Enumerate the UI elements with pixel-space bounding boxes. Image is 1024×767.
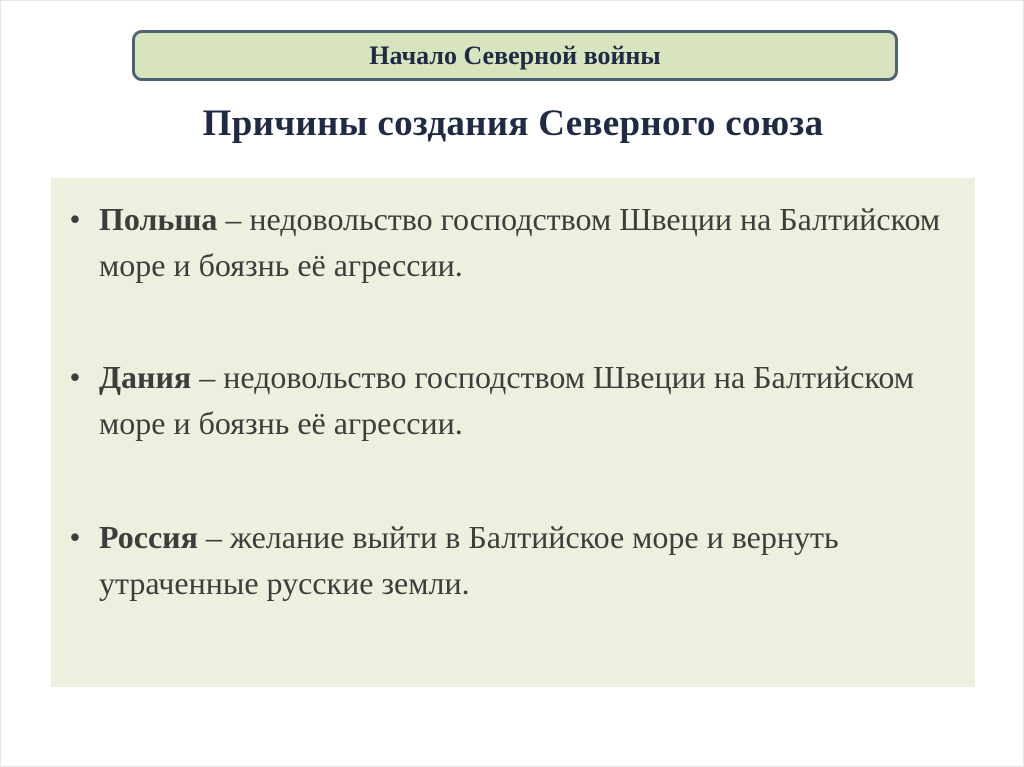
list-item-text	[99, 354, 951, 446]
bullet-marker: •	[69, 201, 81, 237]
list-item-description: – недовольство господством Швеции на Балтийском море и боязнь её агрессии.	[99, 359, 914, 441]
list-item-poland	[51, 196, 951, 288]
list-item-russia	[51, 514, 951, 606]
list-item-text	[99, 196, 951, 288]
bullet-marker: •	[69, 359, 81, 395]
list-item-denmark	[51, 354, 951, 446]
bullet-marker: •	[69, 519, 81, 555]
slide-title: Начало Северной войны	[369, 40, 661, 70]
list-item-description: – недовольство господством Швеции на Балтийском море и боязнь её агрессии.	[99, 201, 941, 283]
content-panel	[51, 178, 975, 687]
list-item-country: Дания	[99, 359, 192, 395]
list-item-description: – желание выйти в Балтийское море и вернуть утраченные русские земли.	[99, 519, 839, 601]
list-item-country: Россия	[99, 519, 198, 555]
list-item-country: Польша	[99, 201, 218, 237]
slide-subtitle: Причины создания Северного союза	[202, 103, 824, 144]
title-box	[132, 30, 898, 81]
list-item-text	[99, 514, 951, 606]
